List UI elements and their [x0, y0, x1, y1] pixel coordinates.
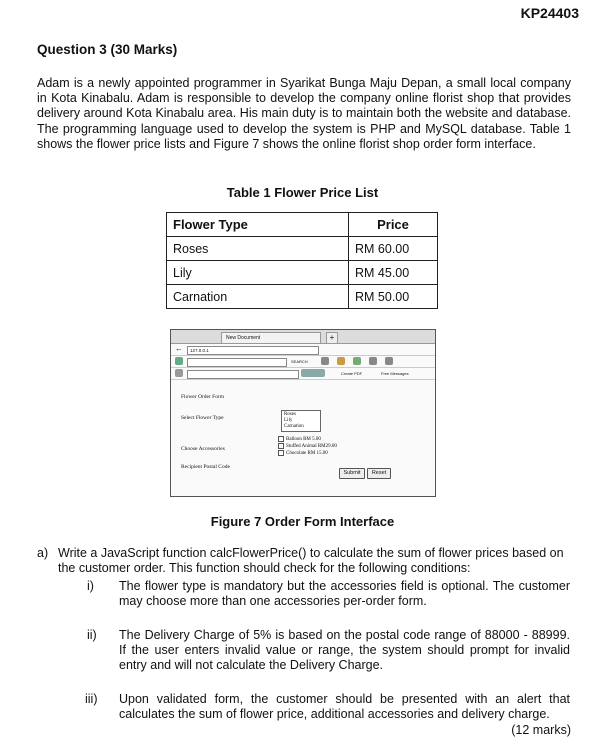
- part-a-text: Write a JavaScript function calcFlowerPrice() to calculate the sum of flower prices based on the customer order. This function should check for the following conditions:: [58, 546, 564, 576]
- question-title: Question 3 (30 Marks): [37, 42, 178, 57]
- new-tab-icon[interactable]: +: [326, 332, 338, 344]
- figure-caption: Figure 7 Order Form Interface: [210, 514, 395, 529]
- logo-icon: [175, 357, 183, 365]
- toolbar-icon[interactable]: [369, 357, 377, 365]
- submit-button[interactable]: Submit: [339, 468, 365, 479]
- search-button[interactable]: SEARCH: [291, 359, 308, 364]
- browser-tab[interactable]: New Document: [221, 332, 321, 343]
- toolbar-search-input[interactable]: [187, 358, 287, 367]
- toolbar-icon[interactable]: [353, 357, 361, 365]
- cell-flower-type: Carnation: [167, 285, 349, 309]
- cell-price: RM 50.00: [349, 285, 438, 309]
- part-a-label: a): [37, 546, 49, 560]
- condition-text: Upon validated form, the customer should be presented with an alert that calculates the sum of flower price, additional accessories and delivery charge.: [119, 692, 570, 722]
- toolbar-icon[interactable]: [321, 357, 329, 365]
- toolbar-search-icon[interactable]: [301, 369, 325, 377]
- condition-text: The Delivery Charge of 5% is based on the postal code range of 88000 - 88999. If the user enters invalid value or range, the system should prompt for invalid entry and will not calculate the Delivery Charge.: [119, 628, 570, 673]
- accessory-checkbox[interactable]: Stuffed Animal RM29.00: [278, 443, 337, 449]
- table-row: [167, 285, 438, 309]
- reset-button[interactable]: Reset: [367, 468, 391, 479]
- condition-number: ii): [87, 628, 97, 642]
- marks: (12 marks): [511, 723, 571, 737]
- cell-flower-type: Lily: [167, 261, 349, 285]
- toolbar-icon[interactable]: [337, 357, 345, 365]
- question-intro: Adam is a newly appointed programmer in Syarikat Bunga Maju Depan, a small local company in Kota Kinabalu. Adam is responsible to develop the company online florist shop that provides delivery around Kota Kinabalu area. His main duty is to maintain both the website and database. The programming language used to develop the system is PHP and MySQL database. Table 1 shows the flower price lists and Figure 7 shows the online florist shop order form interface.: [37, 76, 571, 151]
- condition-number: i): [87, 579, 94, 593]
- back-arrow-icon[interactable]: ←: [175, 344, 183, 353]
- condition-number: iii): [85, 692, 98, 706]
- toolbar-icon[interactable]: [385, 357, 393, 365]
- accessory-checkbox[interactable]: Balloon RM 5.00: [278, 436, 321, 442]
- toolbar-icon[interactable]: [175, 369, 183, 377]
- course-code: KP24403: [520, 5, 579, 21]
- toolbar-field[interactable]: [187, 370, 299, 379]
- toolbar-row: [171, 356, 435, 368]
- flower-price-table: [166, 212, 438, 309]
- table-header-row: [167, 213, 438, 237]
- create-pdf-button[interactable]: Create PDF: [341, 371, 363, 376]
- form-title: Flower Order Form: [181, 394, 225, 400]
- table-row: [167, 261, 438, 285]
- accessory-checkbox[interactable]: Chocolate RM 15.00: [278, 450, 328, 456]
- flower-type-select[interactable]: Roses Lily Carnation: [281, 410, 321, 432]
- toolbar-row-2: [171, 368, 435, 380]
- postal-code-label: Recipient Postal Code: [181, 464, 230, 470]
- table-row: [167, 237, 438, 261]
- cell-flower-type: Roses: [167, 237, 349, 261]
- url-field[interactable]: 127.0.0.1: [187, 346, 319, 355]
- select-flower-label: Select Flower Type: [181, 415, 224, 421]
- cell-price: RM 45.00: [349, 261, 438, 285]
- browser-tab-bar: [171, 330, 435, 344]
- table-caption: Table 1 Flower Price List: [226, 185, 379, 200]
- condition-text: The flower type is mandatory but the accessories field is optional. The customer may choose more than one accessories per-order form.: [119, 579, 570, 609]
- address-bar: [171, 344, 435, 356]
- order-form-screenshot: [170, 329, 436, 497]
- cell-price: RM 60.00: [349, 237, 438, 261]
- accessories-label: Choose Accessories: [181, 446, 225, 452]
- header-price: Price: [349, 213, 438, 237]
- messages-button[interactable]: Free Messages: [381, 371, 409, 376]
- header-flower-type: Flower Type: [167, 213, 349, 237]
